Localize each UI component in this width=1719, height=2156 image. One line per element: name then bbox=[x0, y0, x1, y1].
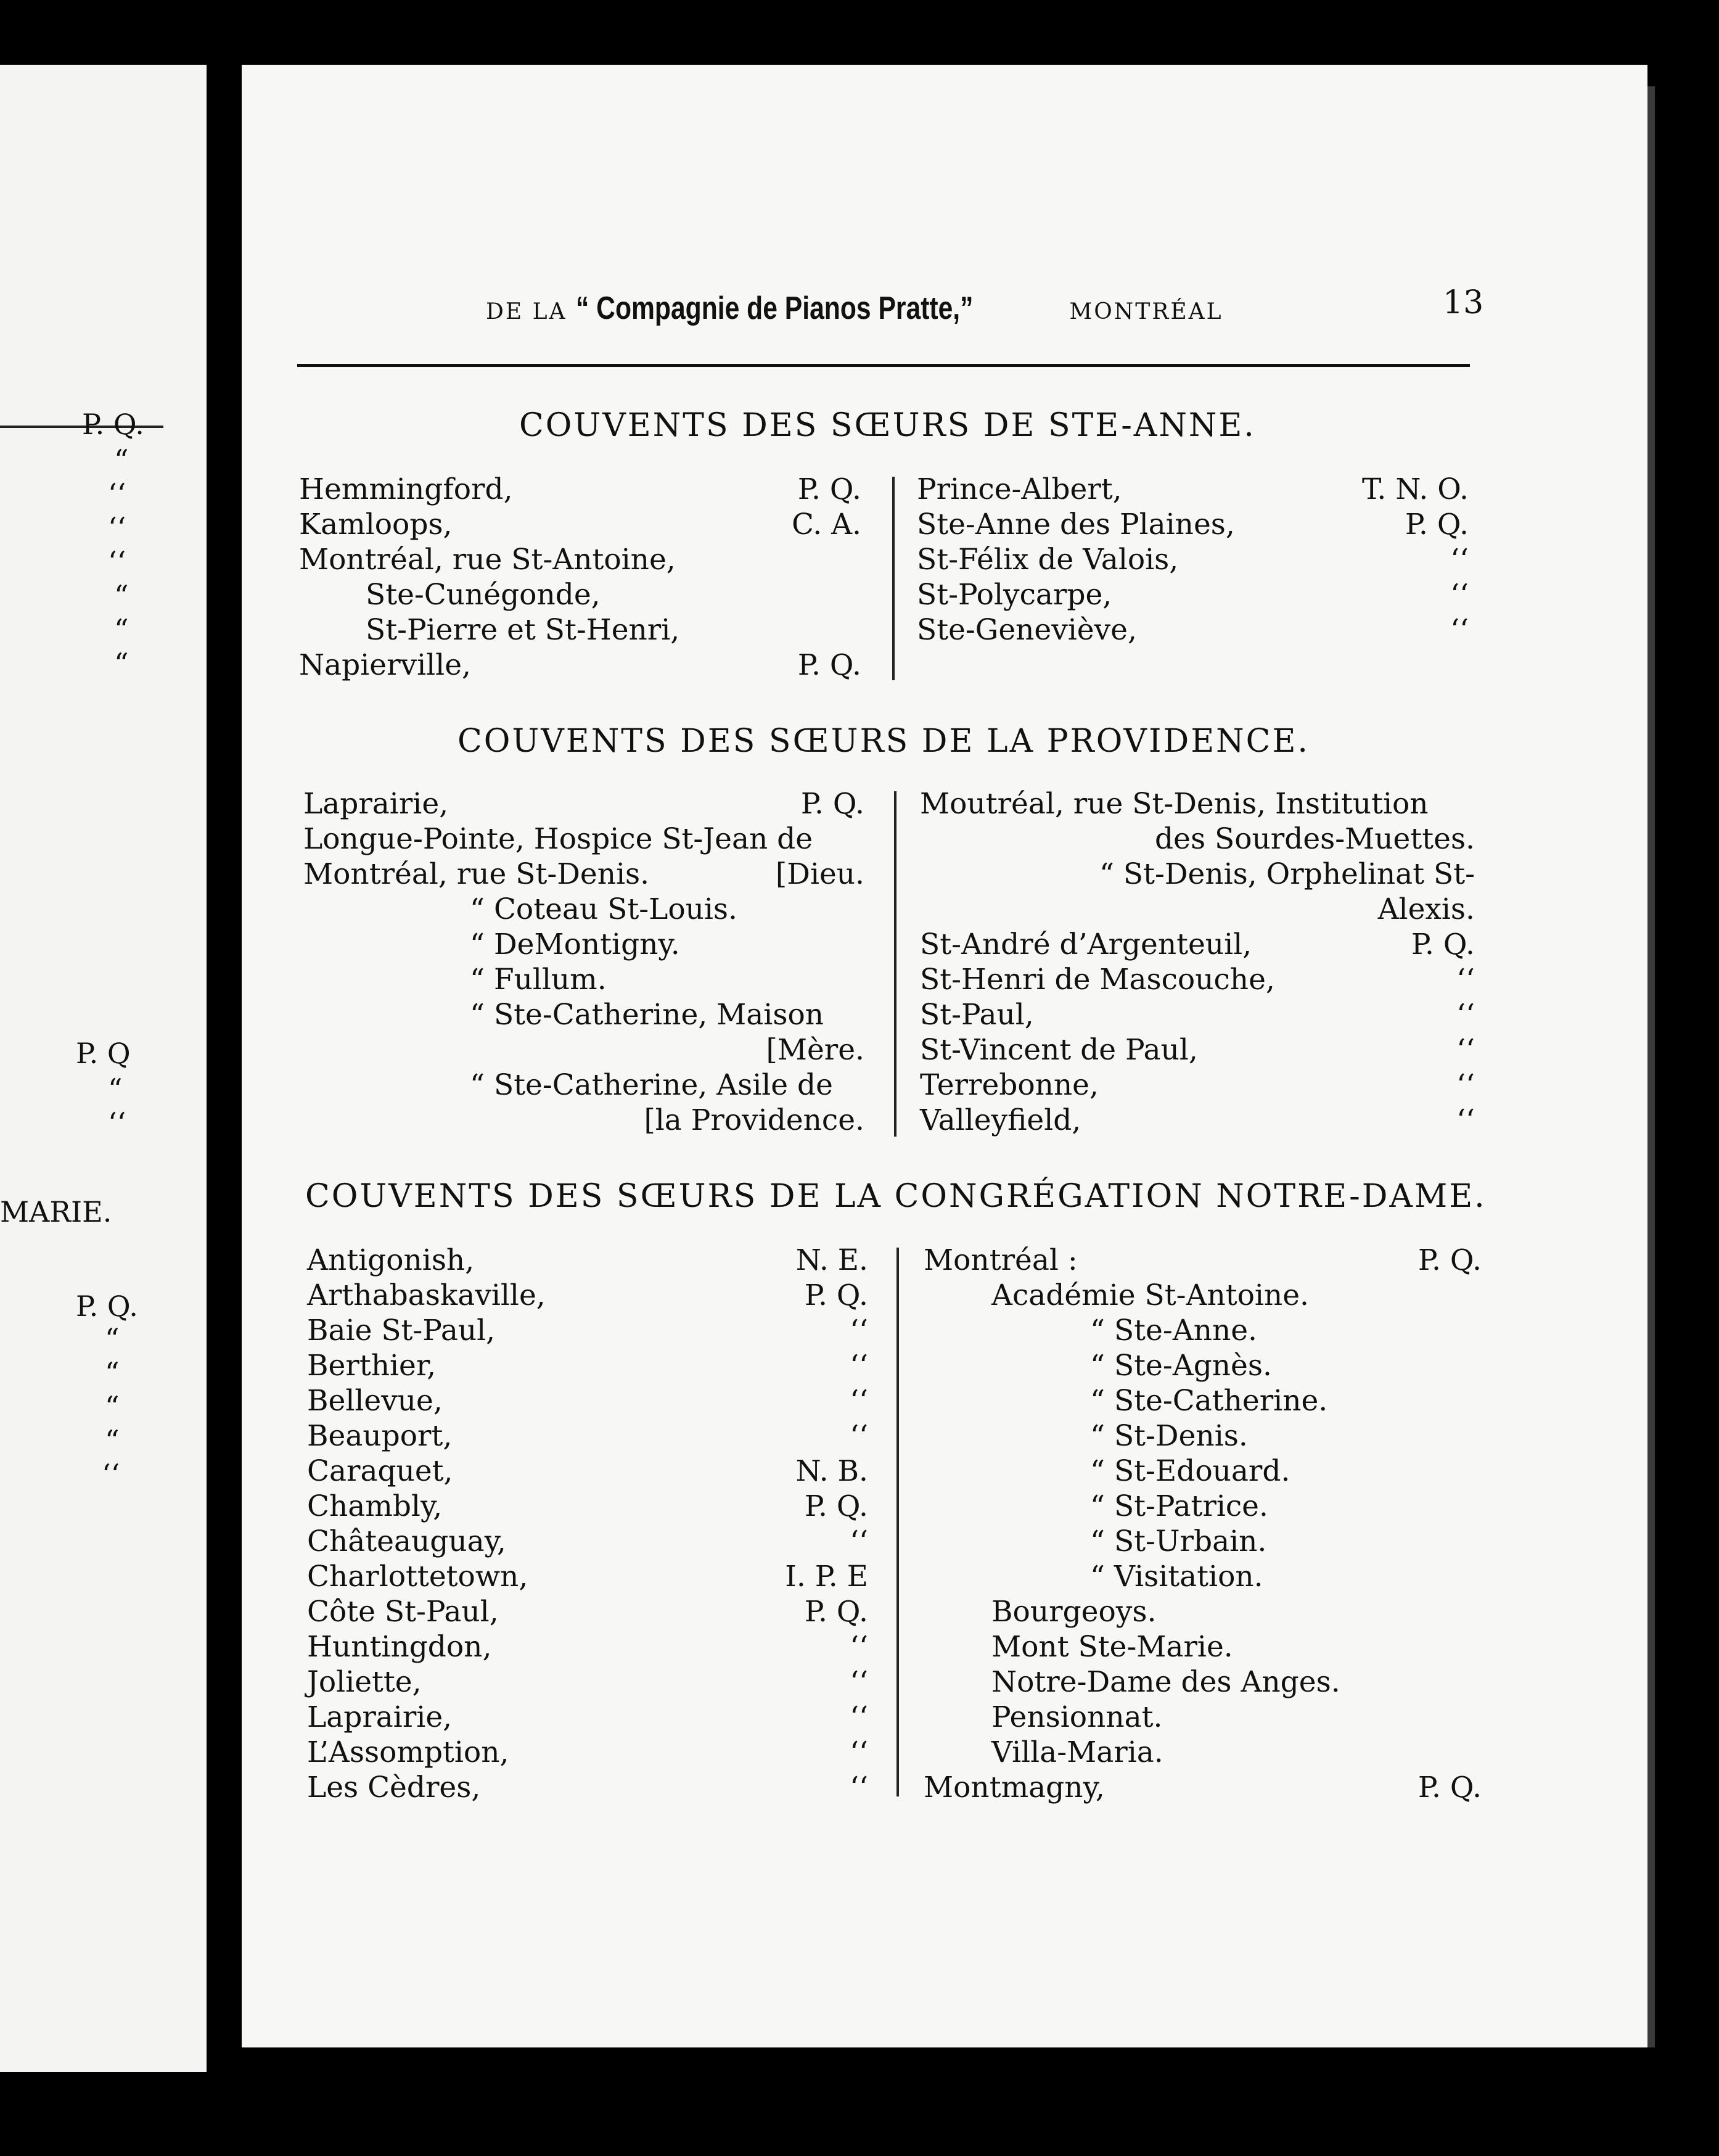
place-name: Mont Ste-Marie. bbox=[991, 1630, 1233, 1664]
place-name: Longue-Pointe, Hospice St-Jean de bbox=[303, 822, 813, 856]
province-abbrev: P. Q. bbox=[804, 1278, 868, 1312]
list-item bbox=[299, 612, 861, 648]
province-abbrev: C. A. bbox=[791, 508, 861, 541]
facing-page-fragment: “ bbox=[105, 1356, 120, 1389]
header-rule bbox=[297, 364, 1470, 367]
province-abbrev: I. P. E bbox=[785, 1560, 868, 1594]
facing-page-fragment: ‘‘ bbox=[108, 477, 126, 511]
list-item bbox=[303, 997, 864, 1032]
place-name: “ St-Edouard. bbox=[1090, 1454, 1290, 1488]
place-name: St-Paul, bbox=[920, 998, 1034, 1032]
list-item bbox=[920, 892, 1475, 927]
place-name: “ Visitation. bbox=[1090, 1560, 1263, 1594]
list-item bbox=[303, 892, 864, 927]
place-name: Bourgeoys. bbox=[991, 1595, 1157, 1629]
place-name: “ Ste-Catherine. bbox=[1090, 1384, 1328, 1418]
list-item bbox=[920, 1032, 1475, 1068]
place-name: Hemmingford, bbox=[299, 472, 513, 506]
place-name: “ Ste-Catherine, Maison bbox=[470, 998, 824, 1032]
list-item bbox=[924, 1313, 1482, 1348]
province-abbrev: ‘‘ bbox=[1456, 1068, 1475, 1102]
facing-page-fragment: MARIE. bbox=[0, 1195, 112, 1228]
list-item bbox=[307, 1770, 868, 1805]
place-name: St-Pierre et St-Henri, bbox=[366, 613, 680, 647]
place-name: Ste-Geneviève, bbox=[917, 613, 1137, 647]
place-name: Montmagny, bbox=[924, 1771, 1105, 1804]
place-name: Bellevue, bbox=[307, 1384, 443, 1418]
province-abbrev: ‘‘ bbox=[1456, 1033, 1475, 1067]
list-item bbox=[920, 997, 1475, 1032]
list-item bbox=[920, 786, 1475, 821]
place-name: Terrebonne, bbox=[920, 1068, 1099, 1102]
place-name: L’Assomption, bbox=[307, 1735, 509, 1769]
section-title-providence: COUVENTS DES SŒURS DE LA PROVIDENCE. bbox=[457, 723, 1310, 760]
section-ste-anne-left-column bbox=[299, 472, 861, 683]
section-providence-left-column bbox=[303, 786, 864, 1138]
facing-page-fragment: P. Q. bbox=[82, 408, 144, 441]
list-item bbox=[299, 648, 861, 683]
place-name: Académie St-Antoine. bbox=[991, 1278, 1309, 1312]
list-item bbox=[924, 1524, 1482, 1559]
list-item bbox=[307, 1559, 868, 1594]
province-abbrev: ‘‘ bbox=[850, 1419, 868, 1453]
list-item bbox=[924, 1629, 1482, 1664]
province-abbrev: [la Providence. bbox=[644, 1103, 864, 1137]
list-item bbox=[924, 1770, 1482, 1805]
province-abbrev: ‘‘ bbox=[850, 1384, 868, 1418]
header-brand: “ Compagnie de Pianos Pratte,” bbox=[575, 290, 974, 326]
facing-page-fragment: ‘‘ bbox=[108, 511, 126, 545]
place-name: “ Coteau St-Louis. bbox=[470, 892, 737, 926]
list-item bbox=[917, 577, 1469, 612]
province-abbrev: N. B. bbox=[795, 1454, 868, 1488]
list-item bbox=[920, 1103, 1475, 1138]
province-abbrev: ‘‘ bbox=[850, 1314, 868, 1348]
section-congregation-right-column bbox=[924, 1243, 1482, 1805]
place-name: Arthabaskaville, bbox=[307, 1278, 546, 1312]
list-item bbox=[299, 577, 861, 612]
list-item bbox=[917, 612, 1469, 648]
list-item bbox=[307, 1243, 868, 1278]
province-abbrev: ‘‘ bbox=[850, 1349, 868, 1383]
place-name: Huntingdon, bbox=[307, 1630, 492, 1664]
running-header bbox=[486, 290, 1223, 327]
list-item bbox=[303, 962, 864, 997]
section-ste-anne-right-column bbox=[917, 472, 1469, 648]
place-name: Charlottetown, bbox=[307, 1560, 528, 1594]
list-item bbox=[920, 821, 1475, 857]
place-name: Laprairie, bbox=[303, 787, 449, 821]
place-name: Laprairie, bbox=[307, 1700, 453, 1734]
place-name: “ Ste-Agnès. bbox=[1090, 1349, 1272, 1383]
facing-page-fragment: “ bbox=[114, 613, 129, 646]
list-item bbox=[917, 507, 1469, 542]
header-prefix: DE LA bbox=[486, 299, 567, 324]
province-abbrev: P. Q. bbox=[1411, 928, 1475, 961]
list-item bbox=[917, 542, 1469, 577]
province-abbrev: ‘‘ bbox=[850, 1524, 868, 1558]
list-item bbox=[299, 472, 861, 507]
facing-page-fragment: “ bbox=[114, 647, 129, 680]
province-abbrev: N. E. bbox=[795, 1243, 868, 1277]
province-abbrev: ‘‘ bbox=[1450, 543, 1469, 577]
place-name: Valleyfield, bbox=[920, 1103, 1081, 1137]
place-name: “ Ste-Anne. bbox=[1090, 1314, 1257, 1348]
place-name: St-Félix de Valois, bbox=[917, 543, 1179, 577]
place-name: Montréal : bbox=[924, 1243, 1078, 1277]
list-item bbox=[924, 1664, 1482, 1700]
place-name: Moutréal, rue St-Denis, Institution bbox=[920, 787, 1429, 821]
province-abbrev: P. Q. bbox=[804, 1595, 868, 1629]
place-name: “ St-Patrice. bbox=[1090, 1489, 1268, 1523]
facing-page-fragment: “ bbox=[105, 1390, 120, 1423]
province-abbrev: ‘‘ bbox=[850, 1700, 868, 1734]
column-divider bbox=[892, 477, 895, 680]
province-abbrev: [Dieu. bbox=[775, 857, 864, 891]
province-abbrev: ‘‘ bbox=[850, 1630, 868, 1664]
place-name: Caraquet, bbox=[307, 1454, 453, 1488]
place-name: Montréal, rue St-Antoine, bbox=[299, 543, 676, 577]
list-item bbox=[307, 1418, 868, 1454]
place-name: Notre-Dame des Anges. bbox=[991, 1665, 1340, 1699]
place-name: Villa-Maria. bbox=[991, 1735, 1163, 1769]
list-item bbox=[307, 1629, 868, 1664]
column-divider bbox=[894, 791, 896, 1137]
place-name: Pensionnat. bbox=[991, 1700, 1163, 1734]
province-abbrev: [Mère. bbox=[766, 1033, 864, 1067]
place-name: Napierville, bbox=[299, 648, 471, 682]
place-name: Joliette, bbox=[307, 1665, 422, 1699]
facing-page-fragment: ‘‘ bbox=[108, 1106, 126, 1140]
list-item bbox=[917, 472, 1469, 507]
list-item bbox=[307, 1383, 868, 1418]
list-item bbox=[924, 1243, 1482, 1278]
list-item bbox=[307, 1313, 868, 1348]
section-providence-right-column bbox=[920, 786, 1475, 1138]
list-item bbox=[303, 927, 864, 962]
facing-page bbox=[0, 65, 207, 2072]
facing-page-fragment: “ bbox=[114, 443, 129, 477]
province-abbrev: T. N. O. bbox=[1361, 472, 1469, 506]
province-abbrev: ‘‘ bbox=[1450, 578, 1469, 612]
place-name: St-Polycarpe, bbox=[917, 578, 1112, 612]
list-item bbox=[924, 1383, 1482, 1418]
province-abbrev: P. Q. bbox=[1405, 508, 1469, 541]
list-item bbox=[299, 507, 861, 542]
province-abbrev: ‘‘ bbox=[850, 1735, 868, 1769]
list-item bbox=[307, 1664, 868, 1700]
list-item bbox=[924, 1700, 1482, 1735]
facing-page-fragment: P. Q. bbox=[76, 1290, 138, 1323]
list-item bbox=[299, 542, 861, 577]
province-abbrev: ‘‘ bbox=[1456, 1103, 1475, 1137]
place-name: “ Fullum. bbox=[470, 963, 607, 997]
list-item bbox=[924, 1735, 1482, 1770]
province-abbrev: ‘‘ bbox=[850, 1665, 868, 1699]
place-name: Berthier, bbox=[307, 1349, 437, 1383]
province-abbrev: ‘‘ bbox=[1456, 998, 1475, 1032]
place-name: Beauport, bbox=[307, 1419, 453, 1453]
place-name: “ St-Denis. bbox=[1090, 1419, 1248, 1453]
province-abbrev: ‘‘ bbox=[1450, 613, 1469, 647]
list-item bbox=[307, 1700, 868, 1735]
list-item bbox=[924, 1348, 1482, 1383]
province-abbrev: P. Q. bbox=[797, 648, 861, 682]
place-name: Montréal, rue St-Denis. bbox=[303, 857, 650, 891]
list-item bbox=[920, 1068, 1475, 1103]
list-item bbox=[307, 1594, 868, 1629]
list-item bbox=[924, 1278, 1482, 1313]
place-name: Ste-Anne des Plaines, bbox=[917, 508, 1235, 541]
province-abbrev: Alexis. bbox=[1377, 892, 1475, 926]
list-item bbox=[920, 857, 1475, 892]
province-abbrev: P. Q. bbox=[797, 472, 861, 506]
province-abbrev: P. Q. bbox=[1417, 1771, 1482, 1804]
list-item bbox=[307, 1524, 868, 1559]
section-title-congregation: COUVENTS DES SŒURS DE LA CONGRÉGATION NOTRE-DAME. bbox=[305, 1178, 1487, 1215]
province-abbrev: ‘‘ bbox=[1456, 963, 1475, 997]
list-item bbox=[920, 962, 1475, 997]
section-congregation-left-column bbox=[307, 1243, 868, 1805]
list-item bbox=[924, 1559, 1482, 1594]
list-item bbox=[303, 857, 864, 892]
place-name: Chambly, bbox=[307, 1489, 443, 1523]
facing-page-fragment: ‘‘ bbox=[102, 1458, 120, 1491]
place-name: “ DeMontigny. bbox=[470, 928, 680, 961]
province-abbrev: ‘‘ bbox=[850, 1771, 868, 1804]
province-abbrev: “ St-Denis, Orphelinat St- bbox=[1099, 857, 1475, 891]
place-name: “ Ste-Catherine, Asile de bbox=[470, 1068, 833, 1102]
list-item bbox=[924, 1454, 1482, 1489]
list-item bbox=[307, 1454, 868, 1489]
place-name: “ St-Urbain. bbox=[1090, 1524, 1267, 1558]
list-item bbox=[303, 786, 864, 821]
facing-page-fragment: “ bbox=[105, 1322, 120, 1356]
list-item bbox=[920, 927, 1475, 962]
place-name: Côte St-Paul, bbox=[307, 1595, 499, 1629]
facing-page-fragment: ‘‘ bbox=[108, 545, 126, 578]
header-city: MONTRÉAL bbox=[1069, 299, 1223, 324]
column-divider bbox=[896, 1248, 899, 1796]
place-name: Ste-Cunégonde, bbox=[366, 578, 601, 612]
facing-page-fragment: “ bbox=[105, 1424, 120, 1457]
list-item bbox=[303, 821, 864, 857]
list-item bbox=[307, 1489, 868, 1524]
book-page bbox=[242, 65, 1647, 2047]
list-item bbox=[307, 1735, 868, 1770]
list-item bbox=[924, 1418, 1482, 1454]
place-name: St-Henri de Mascouche, bbox=[920, 963, 1275, 997]
page-number: 13 bbox=[1443, 284, 1484, 321]
list-item bbox=[307, 1348, 868, 1383]
place-name: Kamloops, bbox=[299, 508, 453, 541]
list-item bbox=[303, 1103, 864, 1138]
section-title-ste-anne: COUVENTS DES SŒURS DE STE-ANNE. bbox=[519, 407, 1256, 444]
list-item bbox=[307, 1278, 868, 1313]
place-name: Antigonish, bbox=[307, 1243, 475, 1277]
facing-page-fragment: P. Q bbox=[76, 1037, 131, 1070]
province-abbrev: P. Q. bbox=[804, 1489, 868, 1523]
province-abbrev: P. Q. bbox=[1417, 1243, 1482, 1277]
province-abbrev: des Sourdes-Muettes. bbox=[1155, 822, 1475, 856]
place-name: St-André d’Argenteuil, bbox=[920, 928, 1252, 961]
facing-page-fragment: “ bbox=[114, 579, 129, 612]
place-name: Prince-Albert, bbox=[917, 472, 1122, 506]
province-abbrev: P. Q. bbox=[800, 787, 864, 821]
list-item bbox=[303, 1068, 864, 1103]
place-name: Baie St-Paul, bbox=[307, 1314, 496, 1348]
list-item bbox=[924, 1594, 1482, 1629]
facing-page-fragment: “ bbox=[108, 1072, 123, 1106]
list-item bbox=[303, 1032, 864, 1068]
place-name: Les Cèdres, bbox=[307, 1771, 481, 1804]
list-item bbox=[924, 1489, 1482, 1524]
place-name: St-Vincent de Paul, bbox=[920, 1033, 1198, 1067]
place-name: Châteauguay, bbox=[307, 1524, 506, 1558]
